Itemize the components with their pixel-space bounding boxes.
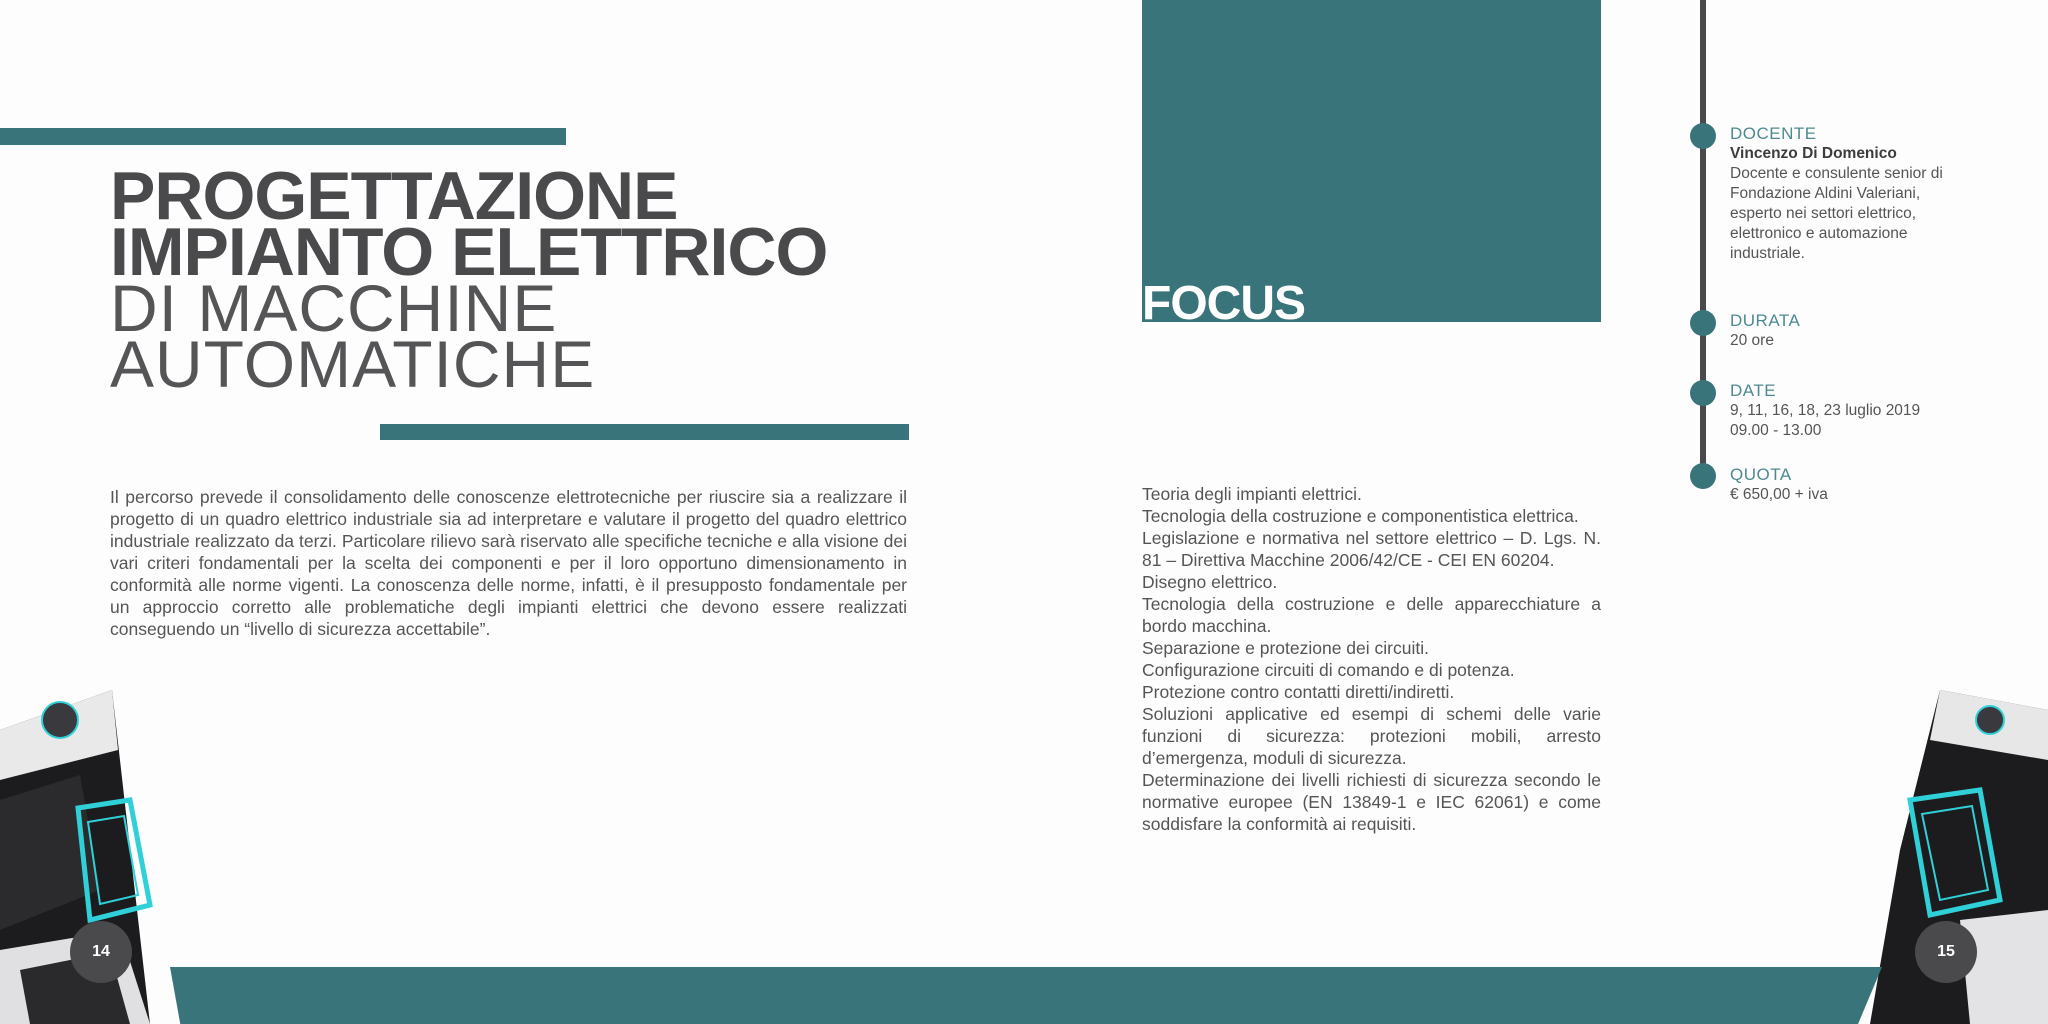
- info-quota: [1730, 465, 1950, 505]
- topic-item: Soluzioni applicative ed esempi di schemi delle varie funzioni di sicurezza: protezioni mobili, arresto d’emergenza, moduli di sicurezza.: [1142, 704, 1601, 768]
- topic-item: Tecnologia della costruzione e delle apparecchiature a bordo macchina.: [1142, 594, 1601, 636]
- title-line-4: AUTOMATICHE: [110, 327, 596, 401]
- docente-name: Vincenzo Di Domenico: [1730, 145, 1897, 162]
- topic-item: Protezione contro contatti diretti/indiretti.: [1142, 682, 1455, 702]
- topic-item: Legislazione e normativa nel settore elettrico – D. Lgs. N. 81 – Direttiva Macchine 2006/42/CE - CEI EN 60204.: [1142, 528, 1601, 570]
- docente-bio: Docente e consulente senior di Fondazione Aldini Valeriani, esperto nei settori elettrico, elettronico e automazione industriale.: [1730, 165, 1943, 262]
- quota-heading: QUOTA: [1730, 465, 1792, 484]
- date-days: 9, 11, 16, 18, 23 luglio 2019: [1730, 402, 1921, 419]
- topic-item: Determinazione dei livelli richiesti di sicurezza secondo le normative europee (EN 13849-1 e IEC 62061) e come soddisfare la conformità ai requisiti.: [1142, 770, 1601, 834]
- page-number-right: 15: [1915, 921, 1977, 983]
- page-number-left: 14: [70, 921, 132, 983]
- topic-item: Teoria degli impianti elettrici.: [1142, 484, 1362, 504]
- footer-band: [170, 967, 1882, 1024]
- timeline-line: [1700, 0, 1706, 486]
- intro-paragraph: Il percorso prevede il consolidamento delle conoscenze elettrotecniche per riuscire sia a realizzare il progetto di un quadro elettrico industriale sia ad interpretare e valutare il progetto del quadro elettrico industriale realizzato da terzi. Particolare rilievo sarà riservato alle specifiche tecniche e alla visione dei vari criteri fondamentali per la scelta dei componenti e per il loro opportuno dimensionamento in conformità alle norme vigenti. La conoscenza delle norme, infatti, è il presupposto fondamentale per un approccio corretto alle problematiche degli impianti elettrici che devono essere realizzati conseguendo un “livello di sicurezza accettabile”.: [110, 487, 907, 639]
- topic-item: Configurazione circuiti di comando e di potenza.: [1142, 660, 1515, 680]
- info-docente: [1730, 124, 1950, 264]
- title-line-1: PROGETTAZIONE: [110, 158, 678, 234]
- durata-value: 20 ore: [1730, 332, 1774, 349]
- topic-item: Separazione e protezione dei circuiti.: [1142, 638, 1429, 658]
- quota-value: € 650,00 + iva: [1730, 486, 1828, 503]
- page-title: [110, 158, 930, 401]
- date-hours: 09.00 - 13.00: [1730, 422, 1822, 439]
- title-line-2: IMPIANTO ELETTRICO: [110, 214, 828, 290]
- focus-topics-list: [1142, 483, 1601, 835]
- docente-heading: DOCENTE: [1730, 124, 1817, 143]
- focus-label: FOCUS: [1142, 280, 1305, 323]
- topic-item: Disegno elettrico.: [1142, 572, 1278, 592]
- timeline-dot-docente: [1690, 123, 1716, 149]
- timeline-dot-quota: [1690, 463, 1716, 489]
- info-date: [1730, 381, 1950, 441]
- focus-box: [1142, 0, 1601, 322]
- accent-bar-top: [0, 128, 566, 145]
- info-durata: [1730, 311, 1950, 351]
- timeline-dot-durata: [1690, 310, 1716, 336]
- accent-bar-middle: [380, 424, 909, 440]
- date-heading: DATE: [1730, 381, 1777, 400]
- durata-heading: DURATA: [1730, 311, 1801, 330]
- timeline-dot-date: [1690, 380, 1716, 406]
- topic-item: Tecnologia della costruzione e componentistica elettrica.: [1142, 506, 1579, 526]
- title-line-3: DI MACCHINE: [110, 271, 558, 345]
